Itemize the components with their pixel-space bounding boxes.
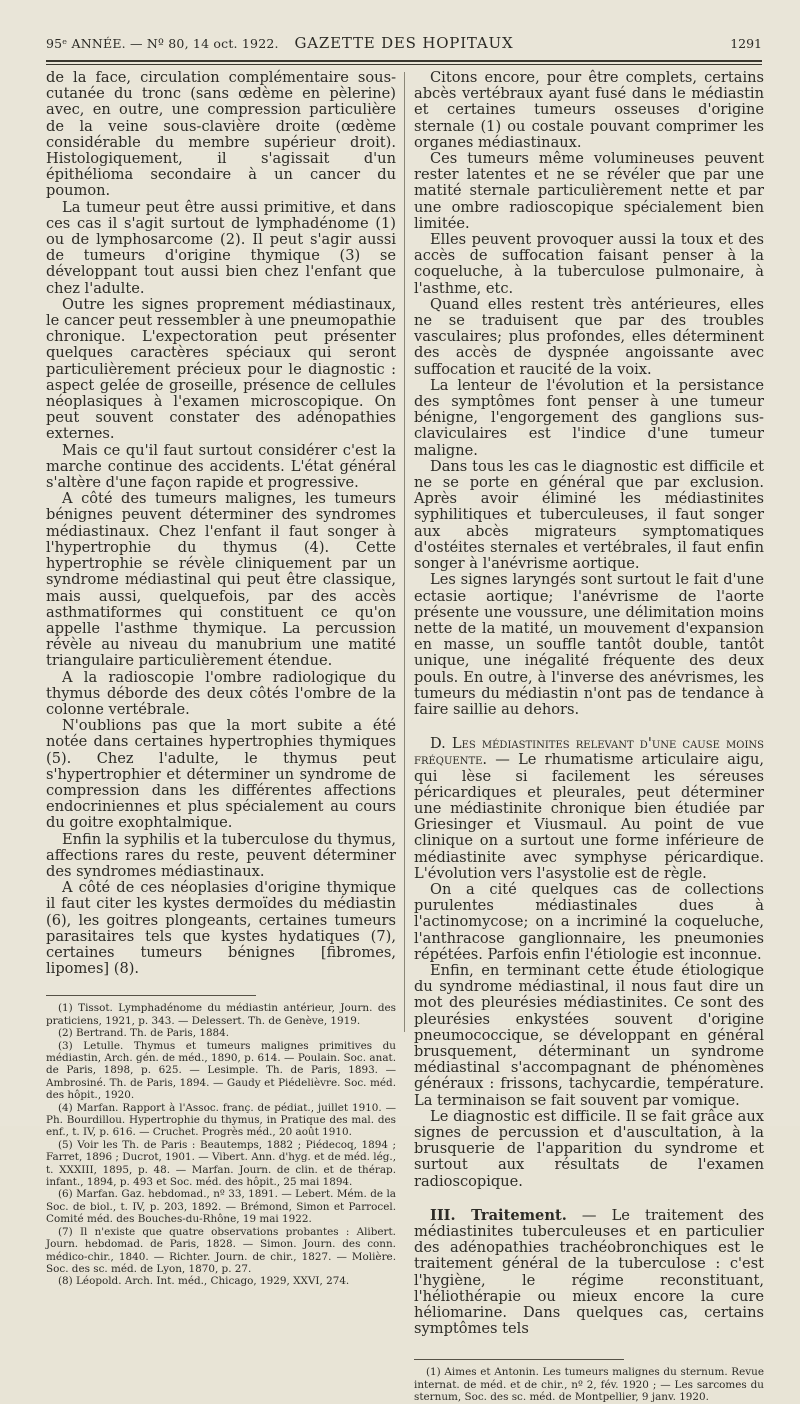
section-iii-text: — Le traitement des médiastinites tuberculeuses et en particulier des adénopathies trachéobronchiques est le traitement général de la tuberculose : c'est l'hygiène, le régime reconstituant, l'héliothérapie ou mieux encore la cure héliomarine. Dans quelques cas, certains symptômes tels: [414, 1206, 765, 1338]
right-column: [414, 69, 765, 1404]
section-d-paragraph: [414, 736, 764, 882]
paragraph: Ces tumeurs même volumineuses peuvent rester latentes et ne se révéler que par une matité sternale particulièrement nette et par une ombre radioscopique spécialement bien limitée.: [414, 150, 764, 232]
section-iii-heading: III. Traitement.: [430, 1206, 567, 1224]
page-number: 1291: [730, 36, 762, 51]
paragraph: Le diagnostic est difficile. Il se fait grâce aux signes de percussion et d'auscultation, à la brusquerie de l'apparition du syndrome et surtout aux résultats de l'examen radioscopique.: [414, 1107, 764, 1190]
paragraph: Outre les signes proprement médiastinaux, le cancer peut ressembler à une pneumopathie chronique. L'expectoration peut présenter quelques caractères spéciaux qui seront particulièrement précieux pour le diagnostic : aspect gelée de groseille, présence de cellules néoplasiques à l'examen microscopique. On peut souvent constater des adénopathies externes.: [46, 295, 396, 443]
paragraph: de la face, circulation complémentaire sous-cutanée du tronc (sans œdème en pèlerine) avec, en outre, une compression particulière de la veine sous-clavière droite (œdème considérable du membre supérieur droit). Histologiquement, il s'agissait d'un épithélioma secondaire à un cancer du poumon.: [46, 69, 396, 200]
issue-info: 95ᵉ ANNÉE. — Nº 80, 14 oct. 1922.: [46, 36, 279, 51]
paragraph: A la radioscopie l'ombre radiologique du thymus déborde des deux côtés l'ombre de la colonne vertébrale.: [46, 668, 396, 718]
footnote-rule: [46, 995, 256, 996]
footnote: (5) Voir les Th. de Paris : Beautemps, 1882 ; Piédecoq, 1894 ; Farret, 1896 ; Ducrot, 1901. — Vibert. Ann. d'hyg. et de méd. lég., t. XXXIII, 1895, p. 48. — Marfan. Journ. de clin. et de thérap. infant., 1894, p. 493 et Soc. méd. des hôpit., 25 mai 1894.: [46, 1138, 396, 1189]
section-iii-paragraph: [414, 1208, 764, 1338]
paragraph: N'oublions pas que la mort subite a été notée dans certaines hypertrophies thymiques (5). Chez l'adulte, le thymus peut s'hypertrophier et déterminer un syndrome de compression dans les différentes affections endocriniennes et plus spécialement au cours du goitre exophtalmique.: [46, 717, 396, 832]
paragraph: Enfin la syphilis et la tuberculose du thymus, affections rares du reste, peuvent déterminer des syndromes médiastinaux.: [46, 830, 396, 880]
paragraph: Mais ce qu'il faut surtout considérer c'est la marche continue des accidents. L'état général s'altère d'une façon rapide et progressive.: [46, 441, 396, 492]
paragraph: A côté de ces néoplasies d'origine thymique il faut citer les kystes dermoïdes du médiastin (6), les goitres plongeants, certaines tumeurs parasitaires tels que kystes hydatiques (7), certaines tumeurs bénignes [fibromes, lipomes] (8).: [46, 879, 396, 978]
footnote: (7) Il n'existe que quatre observations probantes : Alibert. Journ. hebdomad. de Paris, 1828. — Simon. Journ. des conn. médico-chir., 1840. — Richter. Journ. de chir., 1827. — Molière. Soc. des sc. méd. de Lyon, 1870, p. 27.: [46, 1225, 396, 1275]
paragraph: On a cité quelques cas de collections purulentes médiastinales dues à l'actinomycose; on a incriminé la coqueluche, l'anthracose ganglionnaire, les pneumonies répétées. Parfois enfin l'étiologie est inconnue.: [414, 880, 764, 963]
header-rule-thin: [46, 64, 762, 65]
footnote: (6) Marfan. Gaz. hebdomad., nº 33, 1891. — Lebert. Mém. de la Soc. de biol., t. IV, p. 203, 1892. — Brémond, Simon et Parrocel. Comité méd. des Bouches-du-Rhône, 19 mai 1922.: [46, 1188, 396, 1226]
footnote: (8) Léopold. Arch. Int. méd., Chicago, 1929, XXVI, 274.: [58, 1275, 350, 1288]
footnote: (1) Tissot. Lymphadénome du médiastin antérieur, Journ. des praticiens, 1921, p. 343. — Delessert. Th. de Genève, 1919.: [46, 1002, 396, 1027]
footnote-rule: [414, 1359, 624, 1360]
footnote: (4) Marfan. Rapport à l'Assoc. franç. de pédiat., juillet 1910. — Ph. Bourdillou. Hypertrophie du thymus, in Pratique des mal. des enf., t. IV, p. 616. — Cruchet. Progrès méd., 20 août 1910.: [46, 1101, 396, 1139]
paragraph: La tumeur peut être aussi primitive, et dans ces cas il s'agit surtout de lymphadénome (1) ou de lymphosarcome (2). Il peut s'agir aussi de tumeurs d'origine thymique (3) se développant tout aussi bien chez l'enfant que chez l'adulte.: [46, 198, 396, 297]
paragraph: La lenteur de l'évolution et la persistance des symptômes font penser à une tumeur bénigne, l'engorgement des ganglions sus-claviculaires est l'indice d'une tumeur maligne.: [414, 376, 764, 459]
paragraph: Citons encore, pour être complets, certains abcès vertébraux ayant fusé dans le médiastin et certaines tumeurs osseuses d'origine sternale (1) ou costale pouvant comprimer les organes médiastinaux.: [414, 69, 764, 151]
journal-title: GAZETTE DES HOPITAUX: [294, 34, 514, 52]
paragraph: Dans tous les cas le diagnostic est difficile et ne se porte en général que par exclusion. Après avoir éliminé les médiastinites syphilitiques et tuberculeuses, il faut songer aux abcès migrateurs symptomatiques d'ostéites sternales et vertébrales, il faut enfin songer à l'anévrisme aortique.: [414, 457, 764, 573]
paragraph: A côté des tumeurs malignes, les tumeurs bénignes peuvent déterminer des syndromes médiastinaux. Chez l'enfant il faut songer à l'hypertrophie du thymus (4). Cette hypertrophie se révèle cliniquement par un syndrome médiastinal qui peut être classique, mais aussi, quelquefois, par des accès asthmatiformes qui constituent ce qu'on appelle l'asthme thymique. La percussion révèle au niveau du manubrium une matité triangulaire particulièrement étendue.: [46, 490, 396, 670]
footnote: (3) Letulle. Thymus et tumeurs malignes primitives du médiastin, Arch. gén. de méd., 1890, p. 614. — Poulain. Soc. anat. de Paris, 1898, p. 625. — Lesimple. Th. de Paris, 1893. — Ambrosiné. Th. de Paris, 1894. — Gaudy et Piédelièvre. Soc. méd. des hôpit., 1920.: [46, 1039, 396, 1102]
section-d-heading: D. Les médiastinites relevant d'une cause moins fréquente.: [414, 735, 764, 769]
paragraph: Elles peuvent provoquer aussi la toux et des accès de suffocation faisant penser à la coqueluche, à la tuberculose pulmonaire, à l'asthme, etc.: [414, 231, 764, 297]
paragraph: Quand elles restent très antérieures, elles ne se traduisent que par des troubles vasculaires; plus profondes, elles déterminent des accès de dyspnée angoissante avec suffocation et raucité de la voix.: [414, 295, 764, 378]
paragraph: Les signes laryngés sont surtout le fait d'une ectasie aortique; l'anévrisme de l'aorte présente une voussure, une délimitation moins nette de la matité, un mouvement d'expansion en masse, un souffle tantôt double, tantôt unique, une inégalité fréquente des deux pouls. En outre, à l'inverse des anévrismes, les tumeurs du médiastin n'ont pas de tendance à faire saillie au dehors.: [414, 571, 764, 718]
header-rule: [46, 60, 762, 62]
section-d-text: — Le rhumatisme articulaire aigu, qui lèse si facilement les séreuses péricardiques et pleurales, peut déterminer une médiastinite chronique bien étudiée par Griesinger et Viusmaul. Au point de vue clinique on a surtout une forme inférieure de médiastinite avec symphyse péricardique. L'évolution vers l'asystolie est de règle.: [414, 751, 765, 882]
footnote: (1) Aimes et Antonin. Les tumeurs malignes du sternum. Revue internat. de méd. et de chir., nº 2, fév. 1920 ; — Les sarcomes du sternum, Soc. des sc. méd. de Montpellier, 9 janv. 1920.: [414, 1366, 764, 1404]
left-column: [46, 69, 396, 1288]
paragraph: Enfin, en terminant cette étude étiologique du syndrome médiastinal, il nous faut dire un mot des pleurésies médiastinites. Ce sont des pleurésies enkystées souvent d'origine pneumococcique, se développant en général brusquement, déterminant un syndrome médiastinal s'accompagnant de phénomènes généraux : frissons, tachycardie, température. La terminaison se fait souvent par vomique.: [414, 961, 764, 1109]
footnote: (2) Bertrand. Th. de Paris, 1884.: [58, 1027, 230, 1040]
column-divider: [404, 72, 405, 1032]
page-header: [46, 30, 762, 56]
